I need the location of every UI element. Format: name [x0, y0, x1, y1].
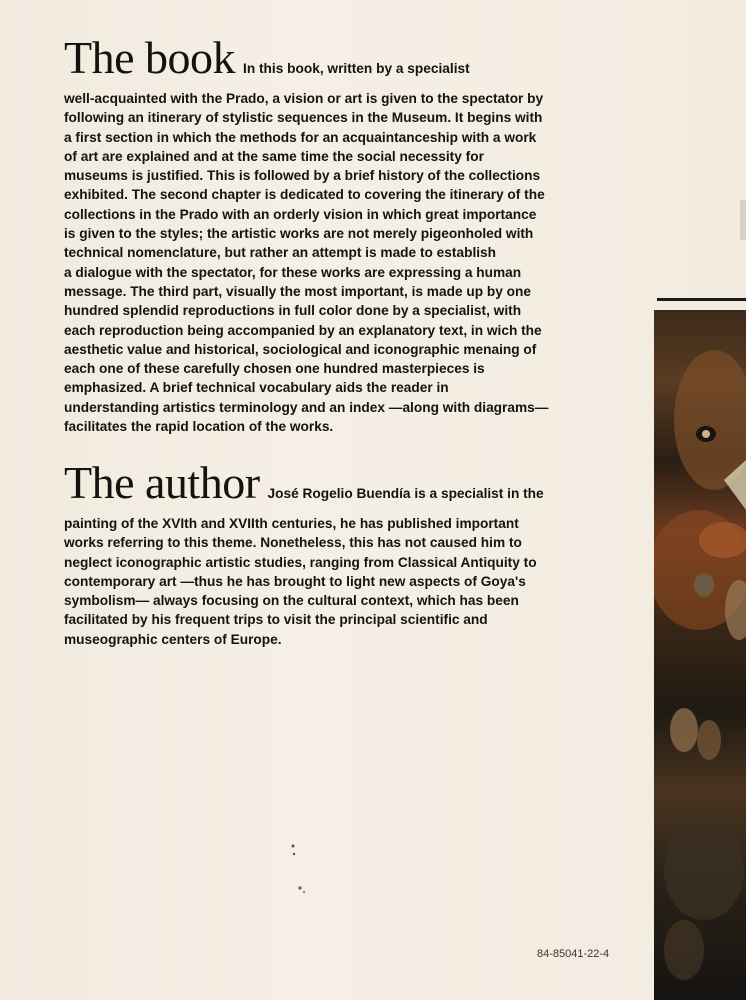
author-line-0: José Rogelio Buendía is a specialist in the — [267, 486, 544, 501]
book-section — [64, 32, 594, 436]
book-line: of art are explained and at the same time the social necessity for — [64, 148, 484, 164]
book-line: emphasized. A brief technical vocabulary aids the reader in — [64, 380, 449, 396]
book-line: message. The third part, visually the most important, is made up by one — [64, 283, 531, 299]
author-line: neglect iconographic artistic studies, ranging from Classical Antiquity to — [64, 554, 537, 570]
book-line: a first section in which the methods for an acquaintanceship with a work — [64, 129, 537, 145]
book-line-0: In this book, written by a specialist — [243, 61, 470, 76]
book-line: following an itinerary of stylistic sequences in the Museum. It begins with — [64, 110, 543, 126]
book-line: facilitates the rapid location of the works. — [64, 419, 334, 435]
author-section — [64, 457, 594, 649]
book-line: exhibited. The second chapter is dedicated to covering the itinerary of the — [64, 187, 545, 203]
book-line: hundred splendid reproductions in full color done by a specialist, with — [64, 303, 522, 319]
book-line: museums is justified. This is followed by a brief history of the collections — [64, 168, 541, 184]
book-line: is given to the styles; the artistic works are not merely pigeonholed with — [64, 226, 534, 242]
author-heading: The author — [64, 457, 260, 508]
author-line: contemporary art —thus he has brought to light new aspects of Goya's — [64, 573, 526, 589]
book-line: each reproduction being accompanied by an explanatory text, in wich the — [64, 322, 542, 338]
author-first-line — [64, 457, 594, 514]
isbn-number: 84-85041-22-4 — [537, 948, 610, 960]
paper-specks — [290, 840, 310, 900]
book-line: aesthetic value and historical, sociological and iconographic menaing of — [64, 341, 537, 357]
painting-illustration — [654, 310, 746, 1000]
book-line: technical nomenclature, but rather an attempt is made to establish — [64, 245, 497, 261]
book-line: understanding artistics terminology and an index —along with diagrams— — [64, 399, 549, 415]
book-line: collections in the Prado with an orderly vision in which great importance — [64, 206, 537, 222]
book-line: each one of these carefully chosen one hundred masterpieces is — [64, 361, 485, 377]
book-line: a dialogue with the spectator, for these works are expressing a human — [64, 264, 522, 280]
author-line: painting of the XVIth and XVIIth centuries, he has published important — [64, 516, 519, 531]
author-line: symbolism— always focusing on the cultural context, which has been — [64, 593, 519, 609]
horizontal-rule — [657, 298, 746, 301]
book-heading: The book — [64, 32, 236, 83]
author-line: facilitated by his frequent trips to visit the principal scientific and — [64, 612, 488, 628]
edge-tab — [740, 200, 746, 240]
author-line: museographic centers of Europe. — [64, 631, 282, 647]
book-line: well-acquainted with the Prado, a vision or art is given to the spectator by — [64, 91, 544, 106]
book-first-line — [64, 32, 594, 89]
author-line: works referring to this theme. Nonetheless, this has not caused him to — [64, 535, 522, 551]
painting-detail — [654, 310, 746, 1000]
